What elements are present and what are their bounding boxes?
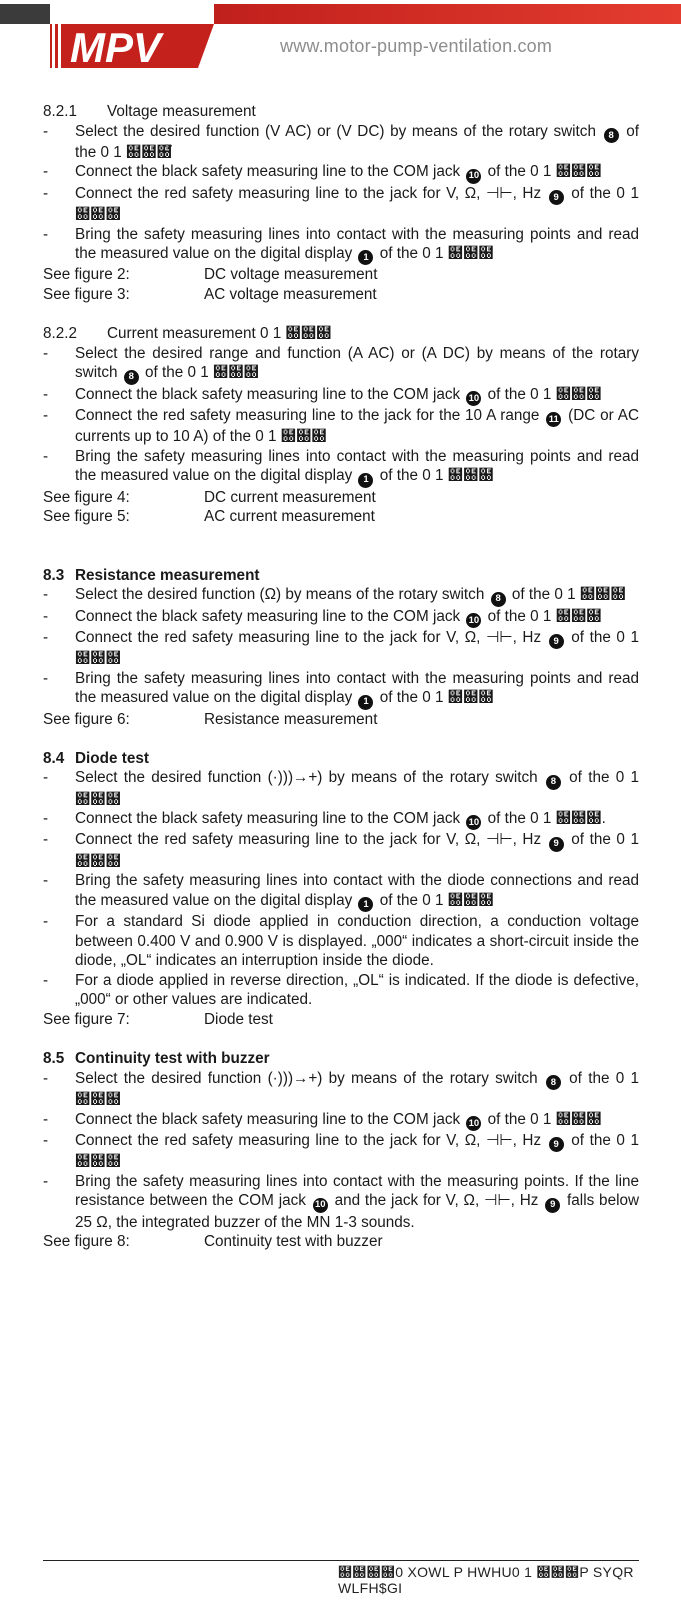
header-bar-dark [0,4,50,24]
section-heading-8-3: 8.3 Resistance measurement [43,566,260,584]
list-item: - Select the desired function (V AC) or (V DC) by means of the rotary switch 8 of the 0 1 ฀฀฀ึ [43,122,640,161]
callout-marker: 10 [466,391,481,406]
list-item: - Bring the safety measuring lines into contact with the diode connections and read the measured value on the digital display 1 of the 0 1 ฀฀฀ [43,871,639,912]
mpv-logo [50,24,214,68]
section-heading-8-4: 8.4 Diode test [43,749,149,767]
list-item: - Connect the black safety measuring line to the COM jack 10 of the 0 1 ฀฀฀ [43,162,639,183]
callout-marker: 9 [549,190,564,205]
list-item: - Connect the black safety measuring line to the COM jack 10 of the 0 1 ฀฀฀. [43,809,639,830]
footer-text: ฀฀฀฀0 XOWL P HWHU0 1 ฀฀฀P SYQR WLFH$GI [338,1564,634,1596]
list-item: - Bring the safety measuring lines into contact with the measuring points and read the measured value on the digital display 1 of the 0 1 ฀฀฀ [43,447,639,488]
list-item: - Select the desired function (·)))→+) by means of the rotary switch 8 of the 0 1 ฀฀฀ [43,1069,639,1109]
figure-reference: See figure 7: Diode test [43,1011,273,1029]
list-item: - Connect the red safety measuring line to the jack for V, Ω, ⊣⊢, Hz 9 of the 0 1 ฀฀฀ [43,831,640,870]
callout-marker: 8 [546,1075,561,1090]
logo-text: MPV [70,24,162,68]
section-heading-8-5: 8.5 Continuity test with buzzer [43,1050,270,1068]
page-header [0,0,681,70]
callout-marker: 9 [549,634,564,649]
figure-reference: See figure 5: AC current measurement [43,508,375,526]
callout-marker: 10 [466,1116,481,1131]
callout-marker: 9 [545,1198,560,1213]
figure-reference: See figure 8: Continuity test with buzzer [43,1233,383,1251]
callout-marker: 1 [358,473,373,488]
header-bar-red [214,4,681,24]
document-body [43,102,639,1252]
website-url: www.motor-pump-ventilation.com [280,36,553,56]
section-heading-8-2-1: 8.2.1 Voltage measurement [43,103,256,120]
callout-marker: 10 [313,1198,328,1213]
callout-marker: 1 [358,695,373,710]
callout-marker: 1 [358,897,373,912]
list-item: - Connect the red safety measuring line to the jack for V, Ω, ⊣⊢, Hz 9 of the 0 1 ฀฀฀ [43,184,640,223]
callout-marker: 8 [491,592,506,607]
callout-marker: 10 [466,613,481,628]
figure-reference: See figure 6: Resistance measurement [43,710,378,728]
list-item: - Bring the safety measuring lines into contact with the measuring points and read the measured value on the digital display 1 of the 0 1 ฀฀฀ [43,225,639,266]
callout-marker: 10 [466,169,481,184]
callout-marker: 9 [549,837,564,852]
callout-marker: 10 [466,815,481,830]
callout-marker: 11 [546,412,561,427]
list-item: - Connect the red safety measuring line to the jack for V, Ω, ⊣⊢, Hz 9 of the 0 1 ฀฀฀ [43,1131,640,1171]
list-item: - Connect the black safety measuring line to the COM jack 10 of the 0 1 ฀฀฀ [43,607,639,628]
figure-reference: See figure 4: DC current measurement [43,488,376,506]
callout-marker: 8 [124,370,139,385]
callout-marker: 1 [358,250,373,265]
callout-marker: 8 [546,775,561,790]
list-item: - Connect the red safety measuring line to the jack for the 10 A range 11 (DC or AC currents up to 10 A) of the 0 1 ฀฀฀ [43,406,640,446]
list-item: - Connect the red safety measuring line to the jack for V, Ω, ⊣⊢, Hz 9 of the 0 1 ฀฀฀ [43,628,640,668]
callout-marker: 8 [604,128,619,143]
list-item: - Select the desired range and function (A AC) or (A DC) by means of the rotary switch 8 of the 0 1 ฀฀฀ [43,344,639,385]
figure-reference: See figure 3: AC voltage measurement [43,285,377,303]
callout-marker: 9 [549,1137,564,1152]
list-item: - Connect the black safety measuring line to the COM jack 10 of the 0 1 ฀฀฀ [43,1110,639,1131]
list-item: - Bring the safety measuring lines into contact with the measuring points. If the line resistance between the COM jack 10 and the jack for V, Ω, ⊣⊢, Hz 9 falls below 25 Ω, the integrated buzzer of the MN 1-3 sounds. [43,1172,640,1231]
figure-reference: See figure 2: DC voltage measurement [43,266,378,284]
list-item: - For a diode applied in reverse direction, „OL“ is indicated. If the diode is defective, „000“ or other values are indicated. [43,971,639,1009]
list-item: - For a standard Si diode applied in conduction direction, a conduction voltage between 0.400 V and 0.900 V is displayed. „000“ indicates a short-circuit inside the diode, „OL“ indicates an interruption inside the diode. [43,913,639,970]
list-item: - Connect the black safety measuring line to the COM jack 10 of the 0 1 ฀฀฀ [43,385,639,406]
section-heading-8-2-2: 8.2.2 Current measurement 0 1 ฀฀฀ [43,325,332,343]
list-item: - Bring the safety measuring lines into contact with the measuring points and read the measured value on the digital display 1 of the 0 1 ฀฀฀ [43,669,639,710]
list-item: - Select the desired function (·)))→+) by means of the rotary switch 8 of the 0 1 ฀฀฀ [43,769,639,808]
footer-divider [43,1560,639,1561]
list-item: - Select the desired function (Ω) by means of the rotary switch 8 of the 0 1 ฀฀฀ [43,585,639,606]
